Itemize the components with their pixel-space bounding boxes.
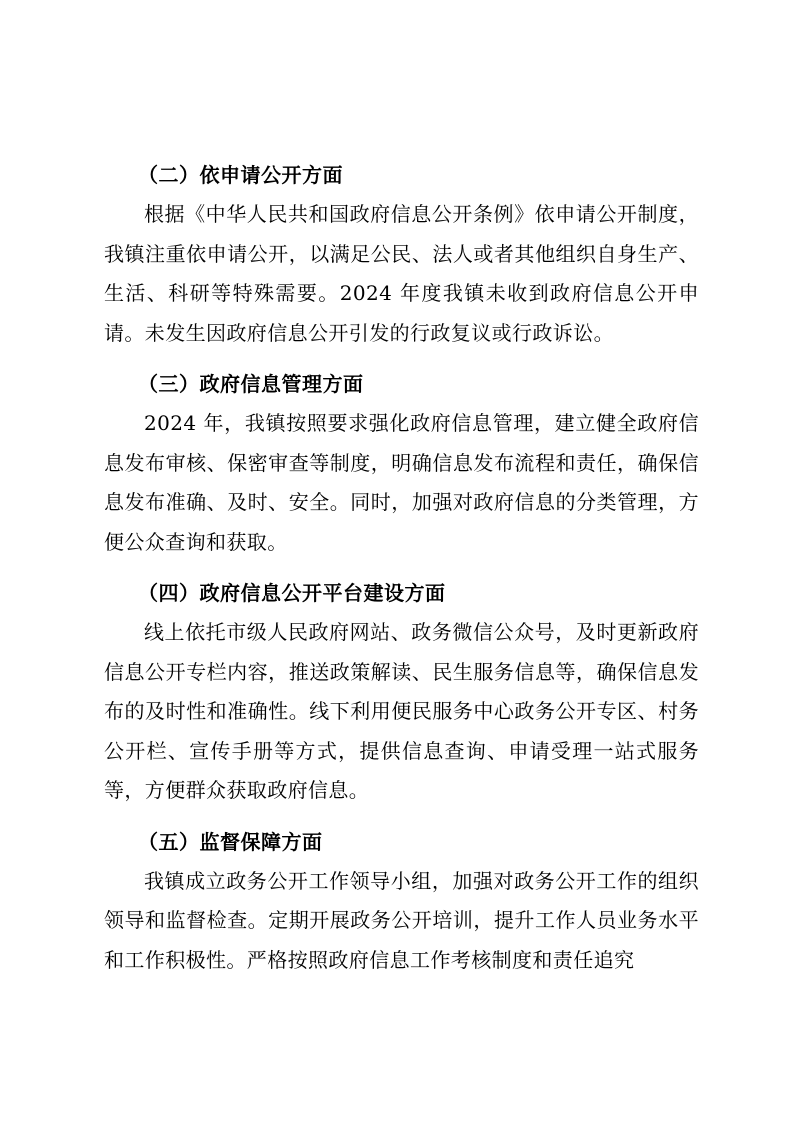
section-paragraph: 我镇成立政务公开工作领导小组，加强对政务公开工作的组织领导和监督检查。定期开展政务公开培训，提升工作人员业务水平和工作积极性。严格按照政府信息工作考核制度和责任追究 (104, 868, 699, 972)
document-body (104, 155, 699, 991)
section-supervision-guarantee (104, 822, 699, 981)
section-heading: （三）政府信息管理方面 (138, 372, 364, 396)
section-paragraph: 根据《中华人民共和国政府信息公开条例》依申请公开制度，我镇注重依申请公开，以满足公民、法人或者其他组织自身生产、生活、科研等特殊需要。2024 年度我镇未收到政府信息公开申请。未发生因政府信息公开引发的行政复议或行政诉讼。 (104, 202, 699, 345)
section-heading: （五）监督保障方面 (138, 829, 323, 854)
section-heading: （二）依申请公开方面 (138, 163, 343, 187)
section-paragraph: 2024 年，我镇按照要求强化政府信息管理，建立健全政府信息发布审核、保密审查等制度，明确信息发布流程和责任，确保信息发布准确、及时、安全。同时，加强对政府信息的分类管理，方便公众查询和获取。 (104, 411, 699, 554)
section-information-management (104, 364, 699, 562)
section-platform-construction (104, 573, 699, 811)
section-apply-disclosure (104, 155, 699, 353)
section-heading: （四）政府信息公开平台建设方面 (138, 581, 446, 605)
section-paragraph: 线上依托市级人民政府网站、政务微信公众号，及时更新政府信息公开专栏内容，推送政策解读、民生服务信息等，确保信息发布的及时性和准确性。线下利用便民服务中心政务公开专区、村务公开栏、宣传手册等方式，提供信息查询、申请受理一站式服务等，方便群众获取政府信息。 (104, 620, 699, 802)
